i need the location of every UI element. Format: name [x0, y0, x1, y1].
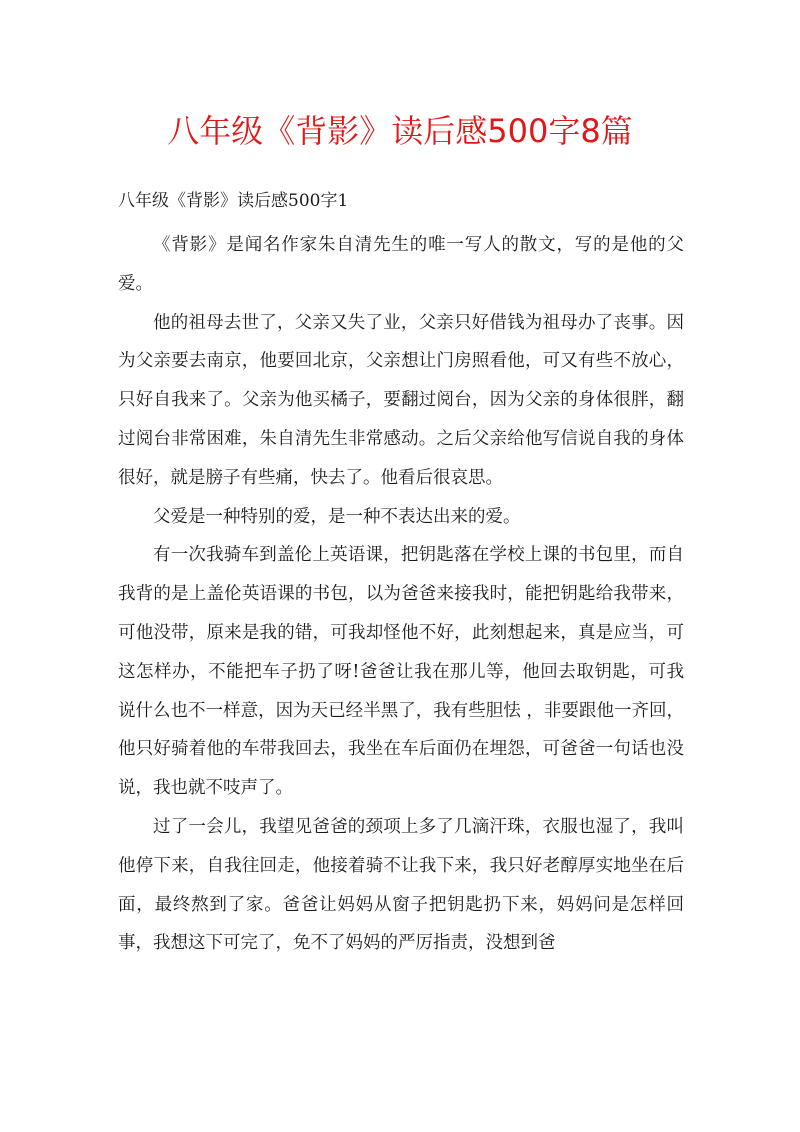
document-title: 八年级《背影》读后感500字8篇 — [167, 112, 633, 150]
paragraph: 有一次我骑车到盖伦上英语课，把钥匙落在学校上课的书包里，而自我背的是上盖伦英语课的书包，以为爸爸来接我时，能把钥匙给我带来，可他没带，原来是我的错，可我却怪他不好，此刻想起来，真是应当，可这怎样办，不能把车子扔了呀!爸爸让我在那儿等，他回去取钥匙，可我说什么也不一样意，因为天已经半黑了，我有些胆怯 ，非要跟他一齐回，他只好骑着他的车带我回去，我坐在车后面仍在埋怨，可爸爸一句话也没说，我也就不吱声了。 — [118, 545, 684, 799]
section-heading: 八年级《背影》读后感500字1 — [118, 191, 349, 211]
paragraph: 《背影》是闻名作家朱自清先生的唯一写人的散文，写的是他的父爱。 — [118, 235, 684, 294]
document-body — [118, 226, 684, 963]
paragraph: 过了一会儿，我望见爸爸的颈项上多了几滴汗珠，衣服也湿了，我叫他停下来，自我往回走，他接着骑不让我下来，我只好老醇厚实地坐在后面，最终熬到了家。爸爸让妈妈从窗子把钥匙扔下来，妈妈问是怎样回事，我想这下可完了，免不了妈妈的严厉指责，没想到爸 — [118, 816, 684, 954]
paragraph: 父爱是一种特别的爱，是一种不表达出来的爱。 — [153, 506, 521, 527]
paragraph: 他的祖母去世了，父亲又失了业，父亲只好借钱为祖母办了丧事。因为父亲要去南京，他要回北京，父亲想让门房照看他，可又有些不放心，只好自我来了。父亲为他买橘子，要翻过阅台，因为父亲的身体很胖，翻过阅台非常困难，朱自清先生非常感动。之后父亲给他写信说自我的身体很好，就是膀子有些痛，快去了。他看后很哀思。 — [118, 312, 684, 488]
